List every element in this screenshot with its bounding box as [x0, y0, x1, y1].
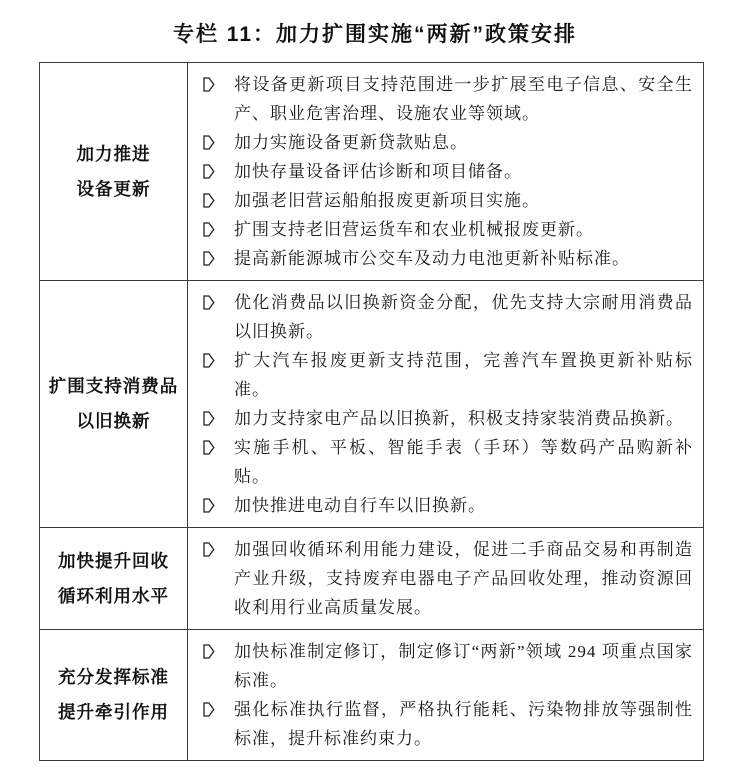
pentagon-arrow-right-icon — [202, 439, 215, 456]
category-line: 提升牵引作用 — [58, 702, 169, 722]
policy-item — [188, 535, 693, 622]
pentagon-arrow-right-icon — [202, 76, 215, 93]
policy-item-text: 加快存量设备评估诊断和项目储备。 — [234, 162, 522, 181]
category-line: 加快提升回收 — [58, 550, 169, 571]
policy-item-text: 将设备更新项目支持范围进一步扩展至电子信息、安全生产、职业危害治理、设施农业等领域。 — [234, 75, 693, 123]
pentagon-arrow-right-icon — [202, 221, 215, 238]
pentagon-arrow-right-icon — [202, 250, 215, 267]
policy-item — [188, 491, 693, 520]
category-line: 扩围支持消费品 — [48, 376, 179, 396]
policy-item-text: 加力支持家电产品以旧换新，积极支持家装消费品换新。 — [234, 409, 684, 428]
policy-item-text: 加强老旧营运船舶报废更新项目实施。 — [234, 191, 540, 210]
policy-item — [188, 215, 693, 244]
policy-item — [188, 288, 693, 346]
policy-item-text: 加力实施设备更新贷款贴息。 — [234, 133, 468, 152]
policy-item — [188, 244, 693, 273]
policy-item-text: 加强回收循环利用能力建设，促进二手商品交易和再制造产业升级，支持废弃电器电子产品回收处理，推动资源回收利用行业高质量发展。 — [234, 540, 693, 617]
policy-table — [39, 62, 704, 761]
category-line: 加力推进 — [76, 143, 151, 164]
policy-item — [188, 433, 693, 491]
category-line: 以旧换新 — [76, 411, 151, 431]
policy-item — [188, 186, 693, 215]
category-cell — [40, 281, 188, 528]
policy-item — [188, 157, 693, 186]
policy-item — [188, 70, 693, 128]
category-line: 设备更新 — [76, 178, 151, 199]
pentagon-arrow-right-icon — [202, 497, 215, 514]
category-cell — [40, 630, 188, 761]
pentagon-arrow-right-icon — [202, 701, 215, 718]
items-cell — [188, 528, 704, 630]
pentagon-arrow-right-icon — [202, 294, 215, 311]
policy-item-text: 加快标准制定修订，制定修订“两新”领域 294 项重点国家标准。 — [234, 642, 693, 690]
pentagon-arrow-right-icon — [202, 541, 215, 558]
policy-item-text: 扩围支持老旧营运货车和农业机械报废更新。 — [234, 220, 594, 239]
table-row — [40, 528, 704, 630]
policy-item — [188, 346, 693, 404]
pentagon-arrow-right-icon — [202, 410, 215, 427]
policy-item-text: 扩大汽车报废更新支持范围，完善汽车置换更新补贴标准。 — [234, 351, 693, 399]
policy-item — [188, 695, 693, 753]
category-cell — [40, 528, 188, 630]
pentagon-arrow-right-icon — [202, 163, 215, 180]
items-cell — [188, 63, 704, 281]
policy-item-text: 实施手机、平板、智能手表（手环）等数码产品购新补贴。 — [234, 438, 693, 486]
category-line: 循环利用水平 — [58, 585, 169, 606]
table-row — [40, 63, 704, 281]
pentagon-arrow-right-icon — [202, 643, 215, 660]
policy-item — [188, 637, 693, 695]
category-line: 充分发挥标准 — [58, 667, 169, 687]
policy-item-text: 优化消费品以旧换新资金分配，优先支持大宗耐用消费品以旧换新。 — [234, 293, 693, 341]
pentagon-arrow-right-icon — [202, 352, 215, 369]
page-title: 专栏 11：加力扩围实施“两新”政策安排 — [172, 23, 578, 46]
policy-item-text: 提高新能源城市公交车及动力电池更新补贴标准。 — [234, 249, 630, 268]
policy-item-text: 加快推进电动自行车以旧换新。 — [234, 496, 486, 515]
pentagon-arrow-right-icon — [202, 192, 215, 209]
table-row — [40, 630, 704, 761]
items-cell — [188, 630, 704, 761]
pentagon-arrow-right-icon — [202, 134, 215, 151]
items-cell — [188, 281, 704, 528]
policy-item-text: 强化标准执行监督，严格执行能耗、污染物排放等强制性标准，提升标准约束力。 — [234, 700, 693, 748]
policy-item — [188, 404, 693, 433]
policy-item — [188, 128, 693, 157]
table-row — [40, 281, 704, 528]
category-cell — [40, 63, 188, 281]
